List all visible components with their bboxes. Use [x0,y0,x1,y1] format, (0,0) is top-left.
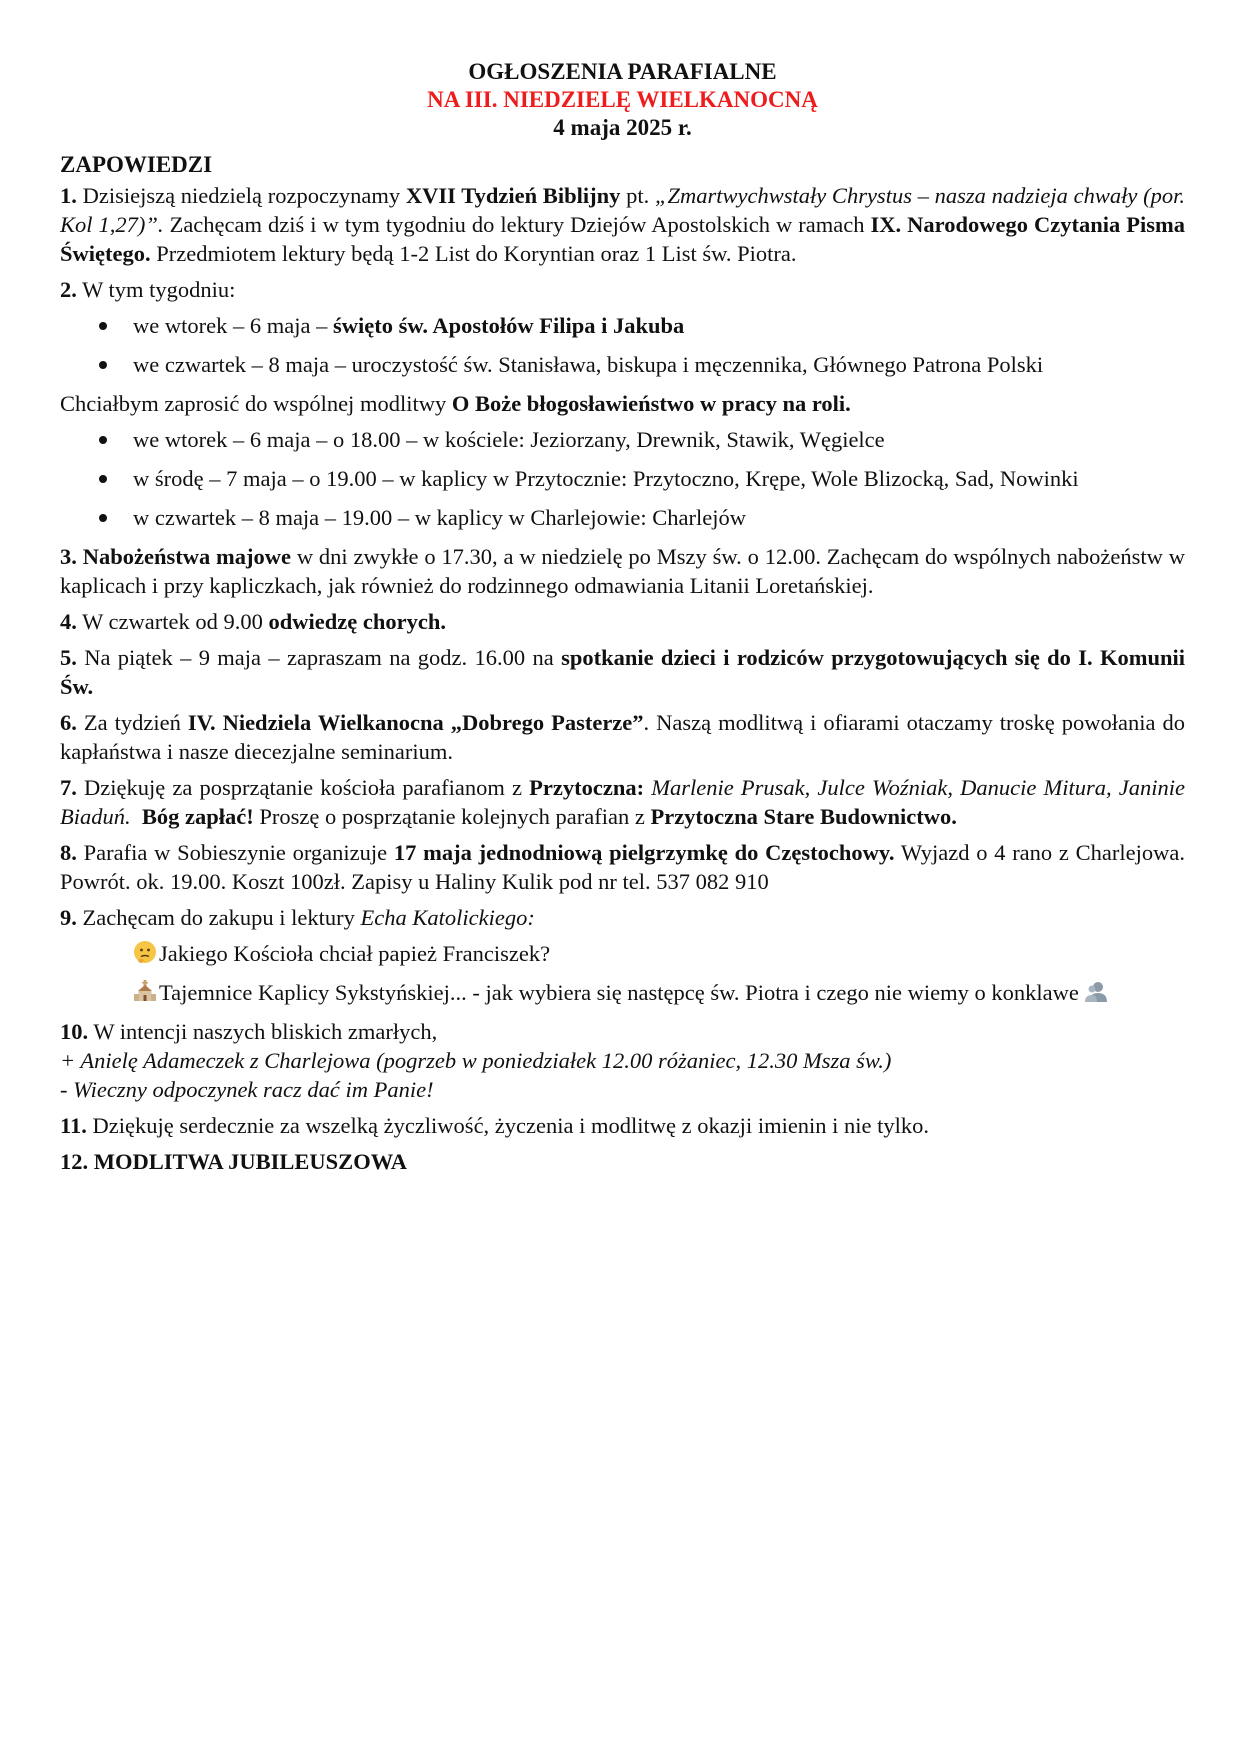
prayer-invitation [60,389,1185,418]
item-number: 4. [60,609,77,634]
bold-text: IX. Narodowego Czytania Pisma Świętego. [60,212,1186,266]
text: . Naszą modlitwą i ofiarami otaczamy troskę powołania do kapłaństwa i nasze diecezjalne seminarium. [60,710,1185,764]
text: w czwartek – 8 maja – 19.00 – w kaplicy w Charlejowie: Charlejów [133,505,746,530]
item-number: 3. [60,544,77,569]
bold-text: O Boże błogosławieństwo w pracy na roli. [451,391,851,416]
bullet-icon [99,475,107,483]
item-number: 5. [60,645,77,670]
bold-text: Bóg zapłać! [130,804,254,829]
section-title: ZAPOWIEDZI [60,152,213,177]
text: Wyjazd o 4 rano z Charlejowa. Powrót. ok. 19.00. Koszt 100zł. Zapisy u Haliny Kulik pod nr tel. 537 082 910 [60,840,1185,894]
text: W intencji naszych bliskich zmarłych, [88,1019,438,1044]
italic-text: Echa Katolickiego: [360,905,535,930]
title-line-1: OGŁOSZENIA PARAFIALNE [468,59,777,84]
item-2 [60,275,1185,304]
item-7 [60,773,1185,831]
bold-text: 17 maja jednodniową pielgrzymkę do Częstochowy. [393,840,895,865]
text: Za tydzień [76,710,188,735]
list-item [60,464,1185,493]
text: w środę – 7 maja – o 19.00 – w kaplicy w Przytocznie: Przytoczno, Krępe, Wole Blizocką, Sad, Nowinki [133,466,1079,491]
item-5 [60,643,1185,701]
text: we wtorek – 6 maja – [133,313,333,338]
title-date: 4 maja 2025 r. [553,115,692,140]
item-8 [60,838,1185,896]
list-item [60,503,1185,532]
item-number: 10. [60,1019,89,1044]
thinking-face-icon [133,940,157,964]
person-silhouette-icon [1084,979,1108,1003]
bold-text: Przytoczna Stare Budownictwo. [650,804,957,829]
bullet-icon [99,322,107,330]
magazine-topic-1 [60,939,1185,968]
item-4 [60,607,1185,636]
text: we czwartek – 8 maja – uroczystość św. Stanisława, biskupa i męczennika, Głównego Patrona Polski [133,352,1044,377]
text: Zachęcam do zakupu i lektury [76,905,361,930]
item-number: 7. [60,775,77,800]
text: Parafia w Sobieszynie organizuje [76,840,394,865]
bold-text: Przytoczna: [529,775,645,800]
text: Przedmiotem lektury będą 1-2 List do Koryntian oraz 1 List św. Piotra. [150,241,797,266]
list-item [60,350,1185,379]
text: w dni zwykłe o 17.30, a w niedzielę po Mszy św. o 12.00. Zachęcam do wspólnych nabożeństw w kaplicach i przy kapliczkach, jak również do rodzinnego odmawiania Litanii Loretańskiej. [60,544,1185,598]
text: Dzisiejszą niedzielą rozpoczynamy [76,183,406,208]
list-item [60,311,1185,340]
item-number: 9. [60,905,77,930]
eternal-rest-prayer: - Wieczny odpoczynek racz dać im Panie! [60,1077,434,1102]
item-10-line-1 [60,1017,1185,1046]
text: Jakiego Kościoła chciał papież Franciszek? [159,941,551,966]
list-item [60,425,1185,454]
funeral-intention: + Anielę Adameczek z Charlejowa (pogrzeb w poniedziałek 12.00 różaniec, 12.30 Msza św.) [60,1048,892,1073]
bold-text: Nabożeństwa majowe [76,544,292,569]
announcement-page [60,58,1185,1183]
item-1 [60,181,1185,268]
item-11 [60,1111,1185,1140]
item-number: 2. [60,277,77,302]
text: Na piątek – 9 maja – zapraszam na godz. 16.00 na [76,645,562,670]
text: Proszę o posprzątanie kolejnych parafian z [253,804,651,829]
italic-text: „Zmartwychwstały Chrystus – nasza nadzieja chwały (por. Kol 1,27)”. [60,183,1185,237]
item-3 [60,542,1185,600]
item-6 [60,708,1185,766]
item-9 [60,903,1185,932]
item-number: 8. [60,840,77,865]
item-number: 6. [60,710,77,735]
text: Zachęcam dziś i w tym tygodniu do lektury Dziejów Apostolskich w ramach [163,212,871,237]
text: Chciałbym zaprosić do wspólnej modlitwy [60,391,452,416]
text: Tajemnice Kaplicy Sykstyńskiej... - jak wybiera się następcę św. Piotra i czego nie wiemy o konklawe [159,980,1079,1005]
bold-text: spotkanie dzieci i rodziców przygotowujących się do I. Komunii Św. [60,645,1185,699]
bullet-list-prayers [60,425,1185,532]
church-icon [133,979,157,1003]
text: W czwartek od 9.00 [76,609,269,634]
text: we wtorek – 6 maja – o 18.00 – w kościele: Jeziorzany, Drewnik, Stawik, Węgielce [133,427,885,452]
item-number: 11. [60,1113,87,1138]
item-10 [60,1017,1185,1104]
item-12 [60,1147,1185,1176]
bullet-list-week [60,311,1185,379]
text: Dziękuję za posprzątanie kościoła parafianom z [76,775,530,800]
italic-text: Marlenie Prusak, Julce Woźniak, Danucie Mitura, Janinie Biaduń. [60,775,1185,829]
bold-text: IV. Niedziela Wielkanocna „Dobrego Pasterze” [187,710,644,735]
bullet-icon [99,361,107,369]
item-number: 1. [60,183,77,208]
bold-text: XVII Tydzień Biblijny [405,183,621,208]
bullet-icon [99,436,107,444]
bold-text: święto św. Apostołów Filipa i Jakuba [332,313,685,338]
title-line-2: NA III. NIEDZIELĘ WIELKANOCNĄ [427,87,818,112]
bold-text: odwiedzę chorych. [268,609,446,634]
magazine-topic-2 [60,978,1185,1007]
text: pt. [620,183,655,208]
text: W tym tygodniu: [76,277,236,302]
bullet-icon [99,514,107,522]
jubilee-prayer-heading: 12. MODLITWA JUBILEUSZOWA [60,1149,407,1174]
text: Dziękuję serdecznie za wszelką życzliwość, życzenia i modlitwę z okazji imienin i nie tylko. [86,1113,930,1138]
